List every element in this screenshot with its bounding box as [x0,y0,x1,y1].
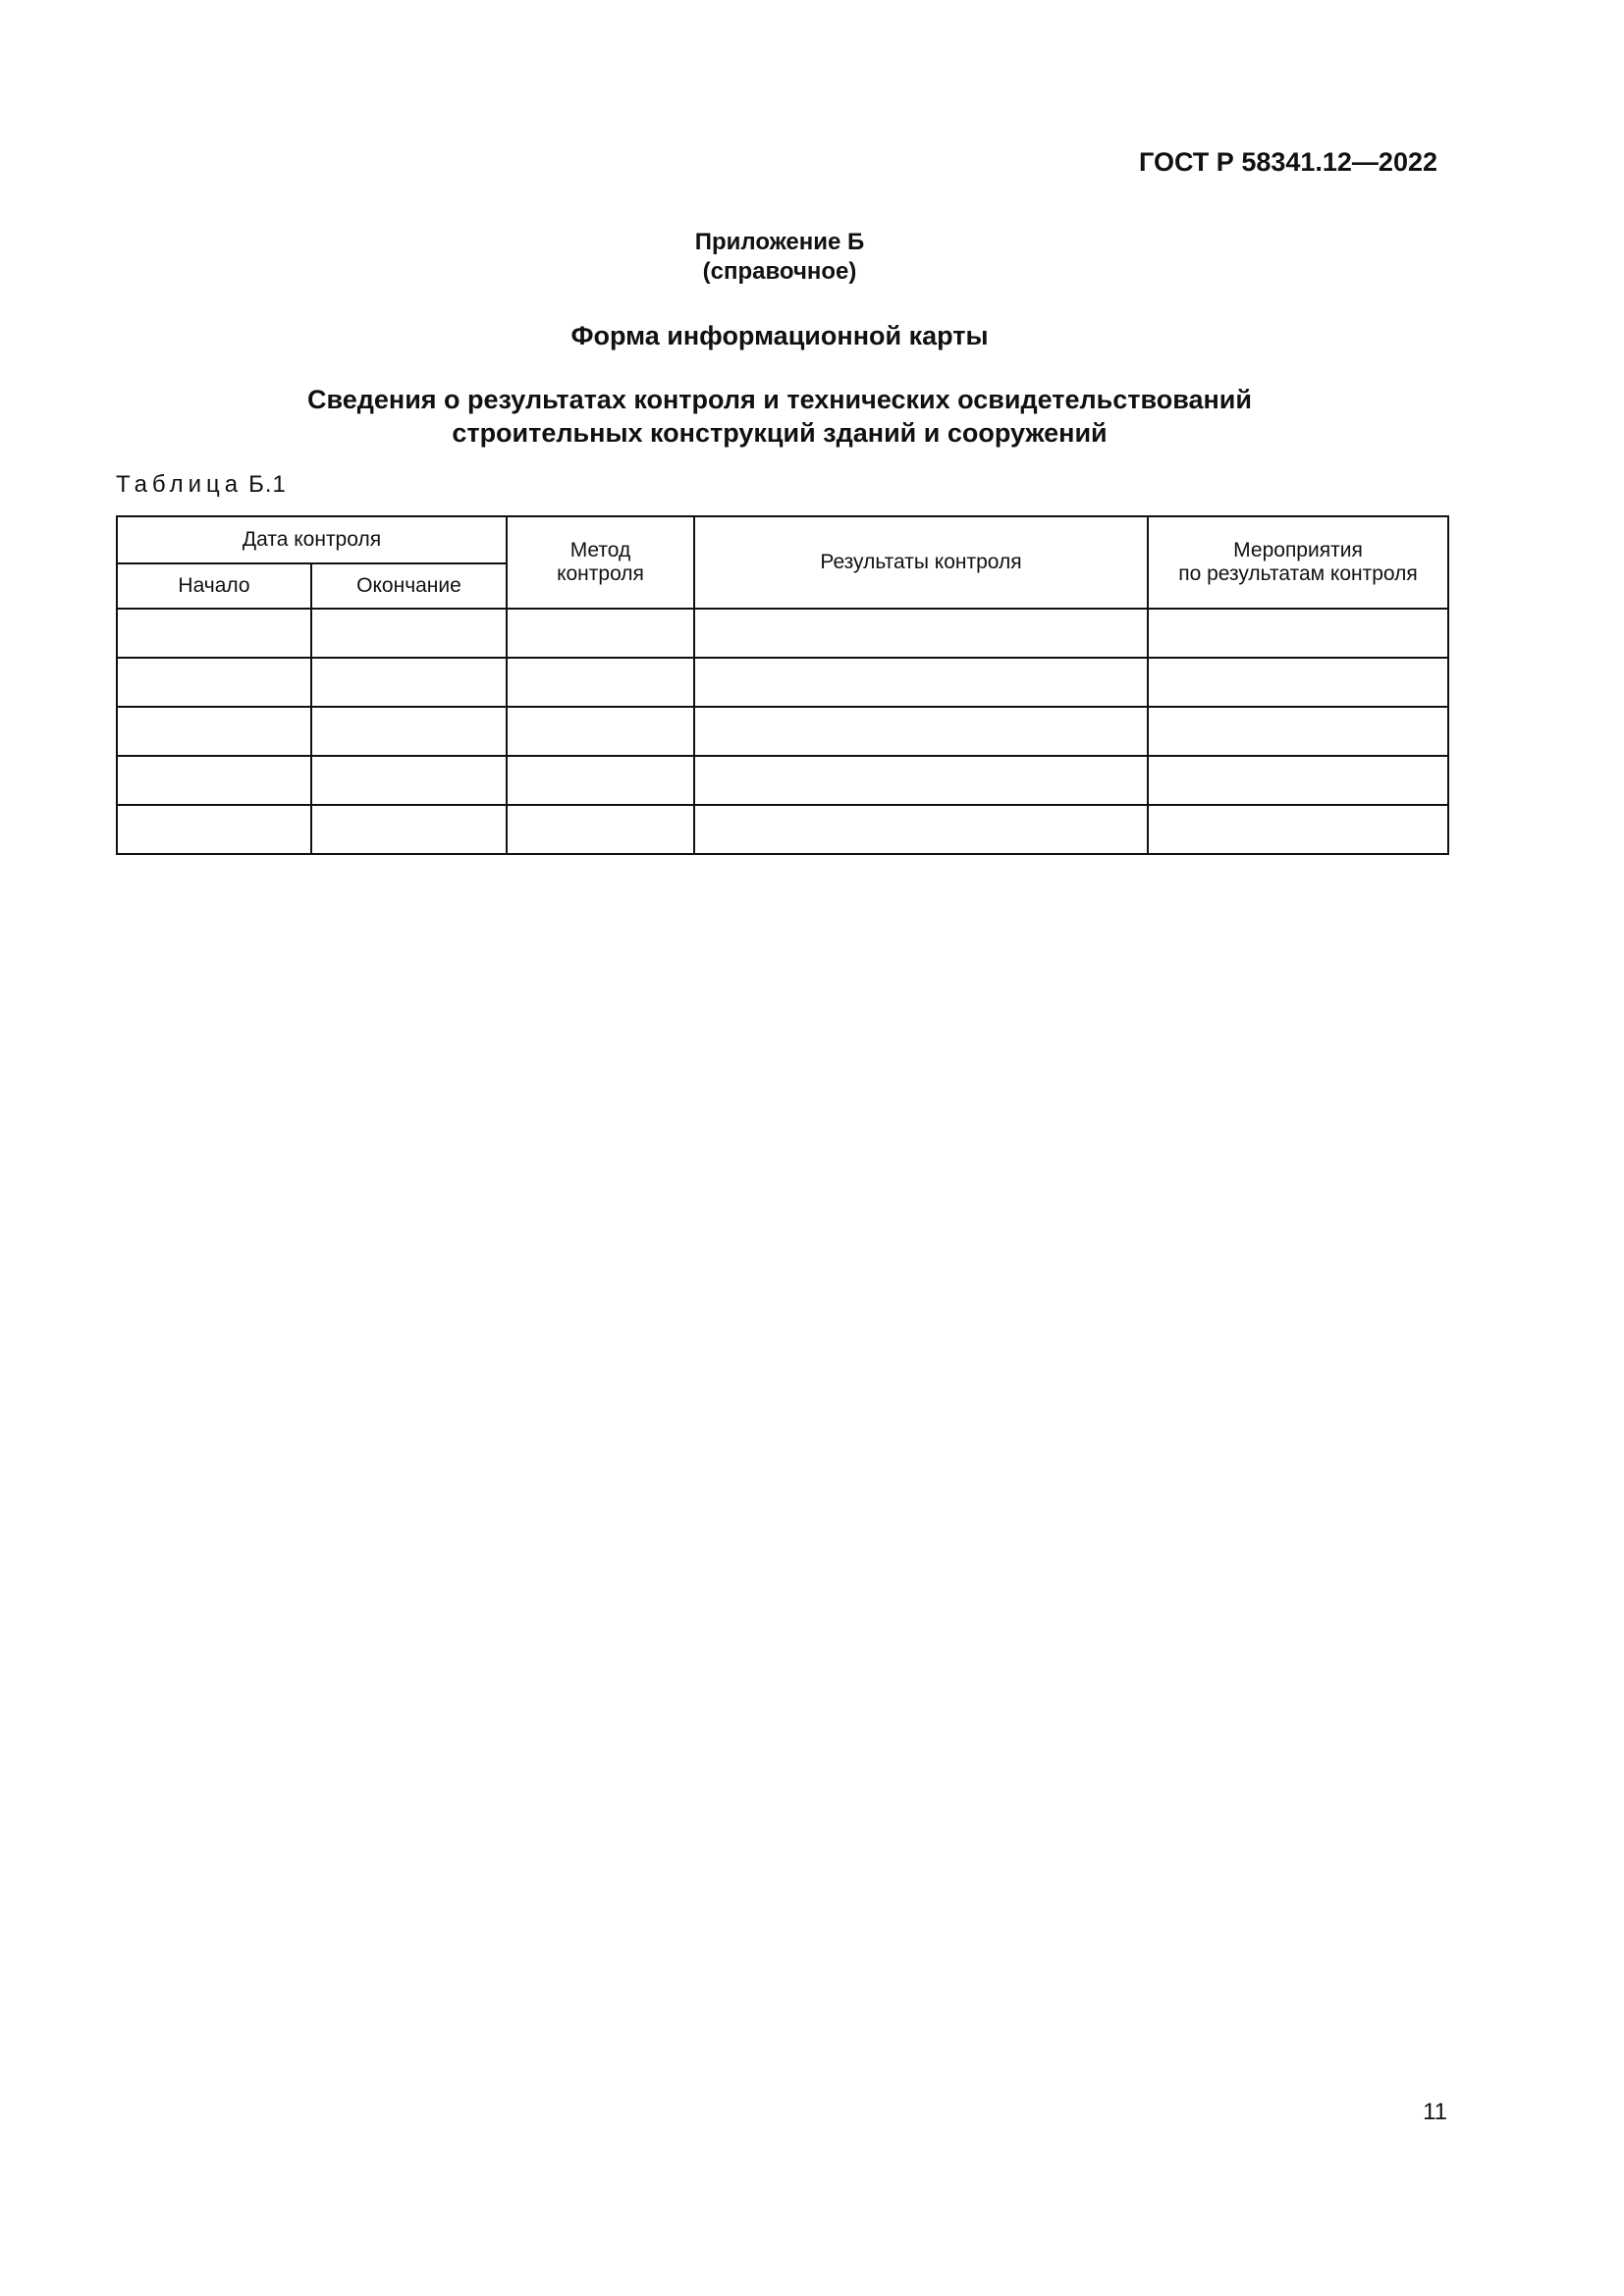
table-caption-word: Таблица [116,471,244,498]
table-row [117,707,1448,756]
page-number: 11 [1423,2099,1447,2125]
table-cell [311,805,507,854]
table-cell [117,707,311,756]
table-cell [1148,658,1448,707]
table-cell [311,756,507,805]
control-results-table [116,515,1449,855]
table-cell [311,658,507,707]
table-caption-number: Б.1 [248,471,287,498]
header-measures-line-2: по результатам контроля [1178,562,1418,585]
table-row [117,609,1448,658]
section-title-line-1: Сведения о результатах контроля и технических освидетельствований [306,385,1253,414]
header-measures-line-1: Мероприятия [1233,539,1363,561]
header-end: Окончание [311,563,507,609]
table-cell [117,756,311,805]
table-caption [116,471,287,499]
table-cell [694,756,1148,805]
table-cell [117,805,311,854]
header-method-line-2: контроля [557,562,644,585]
form-title: Форма информационной карты [570,321,989,350]
header-start: Начало [117,563,311,609]
table-cell [694,707,1148,756]
table-cell [507,805,694,854]
table-cell [507,707,694,756]
table-cell [694,658,1148,707]
table-cell [311,609,507,658]
table-cell [507,756,694,805]
header-measures [1148,516,1448,609]
table-cell [117,658,311,707]
appendix-title: Приложение Б [694,229,865,255]
table-row [117,805,1448,854]
table-row [117,658,1448,707]
table-cell [694,805,1148,854]
table-cell [1148,609,1448,658]
table-cell [694,609,1148,658]
table-cell [311,707,507,756]
document-code: ГОСТ Р 58341.12—2022 [1139,147,1437,177]
header-control-date: Дата контроля [117,516,507,563]
header-results: Результаты контроля [694,516,1148,609]
table-cell [1148,707,1448,756]
section-title [0,383,1559,450]
table-cell [507,609,694,658]
table-cell [1148,756,1448,805]
header-method [507,516,694,609]
table-cell [1148,805,1448,854]
table-row [117,756,1448,805]
appendix-heading [0,228,1559,287]
appendix-subtitle: (справочное) [702,258,857,285]
table-cell [507,658,694,707]
table-cell [117,609,311,658]
section-title-line-2: строительных конструкций зданий и сооружений [452,418,1108,448]
header-method-line-1: Метод [569,539,631,561]
